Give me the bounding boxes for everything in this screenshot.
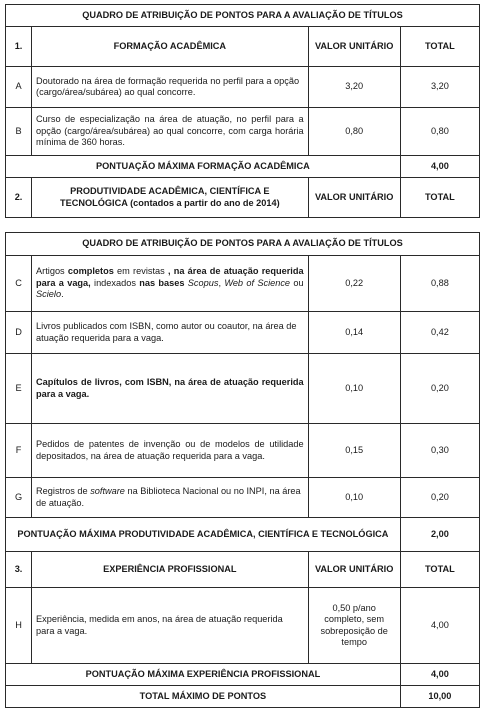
row-id: E (6, 354, 32, 424)
row-description: Doutorado na área de formação requerida no perfil para a opção (cargo/área/subárea) ao qual concorre. (32, 67, 309, 108)
row-value: 0,10 (308, 354, 400, 424)
max-score-label: PONTUAÇÃO MÁXIMA EXPERIÊNCIA PROFISSIONAL (6, 664, 401, 686)
row-value: 3,20 (308, 67, 400, 108)
row-id: H (6, 588, 32, 664)
column-header-total: TOTAL (400, 27, 479, 67)
row-id: A (6, 67, 32, 108)
section-number: 3. (6, 552, 32, 588)
row-id: D (6, 312, 32, 354)
max-score-label: PONTUAÇÃO MÁXIMA FORMAÇÃO ACADÊMICA (6, 156, 401, 178)
row-value: 0,10 (308, 478, 400, 518)
table-row (6, 256, 480, 312)
row-total: 4,00 (400, 588, 479, 664)
row-description: Curso de especialização na área de atuação, no perfil para a opção (cargo/área/subárea) ao qual concorre, com carga horária mínima de 360 horas. (32, 108, 309, 156)
table-row (6, 588, 480, 664)
row-total: 0,30 (400, 424, 479, 478)
row-value: 0,22 (308, 256, 400, 312)
row-total: 0,80 (400, 108, 479, 156)
section-number: 1. (6, 27, 32, 67)
table-row (6, 354, 480, 424)
column-header-value: VALOR UNITÁRIO (308, 27, 400, 67)
table-row (6, 67, 480, 108)
table-row (6, 424, 480, 478)
section-title: EXPERIÊNCIA PROFISSIONAL (32, 552, 309, 588)
table-row (6, 108, 480, 156)
max-score-label: PONTUAÇÃO MÁXIMA PRODUTIVIDADE ACADÊMICA, CIENTÍFICA E TECNOLÓGICA (6, 518, 401, 552)
row-value: 0,15 (308, 424, 400, 478)
column-header-total: TOTAL (400, 178, 479, 218)
row-value: 0,14 (308, 312, 400, 354)
row-id: F (6, 424, 32, 478)
row-value: 0,80 (308, 108, 400, 156)
row-value: 0,50 p/ano completo, sem sobreposição de tempo (308, 588, 400, 664)
section-title: PRODUTIVIDADE ACADÊMICA, CIENTÍFICA E TECNOLÓGICA (contados a partir do ano de 2014) (32, 178, 309, 218)
table-title: QUADRO DE ATRIBUIÇÃO DE PONTOS PARA A AVALIAÇÃO DE TÍTULOS (6, 233, 480, 256)
column-header-total: TOTAL (400, 552, 479, 588)
row-id: B (6, 108, 32, 156)
score-table-part-1 (5, 4, 480, 218)
row-description: Artigos completos em revistas , na área de atuação requerida para a vaga, indexados nas bases Scopus, Web of Science ou Scielo. (32, 256, 309, 312)
row-description: Experiência, medida em anos, na área de atuação requerida para a vaga. (32, 588, 309, 664)
score-table-part-2 (5, 232, 480, 708)
row-total: 0,20 (400, 354, 479, 424)
row-description: Capítulos de livros, com ISBN, na área de atuação requerida para a vaga. (32, 354, 309, 424)
max-score-value: 4,00 (400, 664, 479, 686)
row-total: 0,88 (400, 256, 479, 312)
max-score-value: 2,00 (400, 518, 479, 552)
row-total: 3,20 (400, 67, 479, 108)
row-id: G (6, 478, 32, 518)
row-description: Registros de software na Biblioteca Nacional ou no INPI, na área de atuação. (32, 478, 309, 518)
column-header-value: VALOR UNITÁRIO (308, 552, 400, 588)
row-total: 0,20 (400, 478, 479, 518)
table-row (6, 312, 480, 354)
table-row (6, 478, 480, 518)
table-title: QUADRO DE ATRIBUIÇÃO DE PONTOS PARA A AVALIAÇÃO DE TÍTULOS (6, 5, 480, 27)
row-description: Livros publicados com ISBN, como autor ou coautor, na área de atuação requerida para a vaga. (32, 312, 309, 354)
row-total: 0,42 (400, 312, 479, 354)
max-score-value: 4,00 (400, 156, 479, 178)
section-title: FORMAÇÃO ACADÊMICA (32, 27, 309, 67)
column-header-value: VALOR UNITÁRIO (308, 178, 400, 218)
grand-total-value: 10,00 (400, 686, 479, 708)
row-description: Pedidos de patentes de invenção ou de modelos de utilidade depositados, na área de atuação requerida para a vaga. (32, 424, 309, 478)
row-id: C (6, 256, 32, 312)
grand-total-label: TOTAL MÁXIMO DE PONTOS (6, 686, 401, 708)
section-number: 2. (6, 178, 32, 218)
